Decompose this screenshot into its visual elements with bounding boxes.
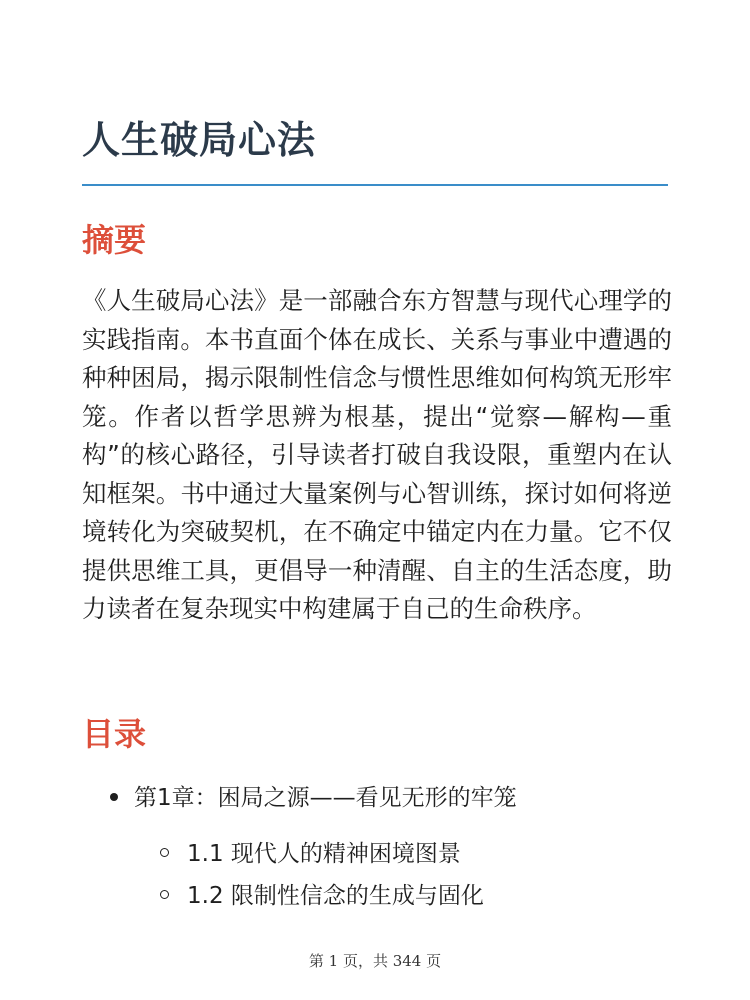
- page-number-footer: 第 1 页，共 344 页: [308, 952, 442, 970]
- toc-chapter-label: 第1章：困局之源——看见无形的牢笼: [134, 785, 517, 811]
- toc-chapter-item[interactable]: [110, 778, 517, 818]
- toc-section-item[interactable]: [160, 876, 484, 916]
- bullet-ring-icon: [160, 848, 169, 857]
- bullet-ring-icon: [160, 890, 169, 899]
- bullet-dot-icon: [110, 793, 118, 801]
- abstract-heading: 摘要: [82, 221, 147, 259]
- title-divider: [82, 184, 668, 186]
- abstract-body: 《人生破局心法》是一部融合东方智慧与现代心理学的实践指南。本书直面个体在成长、关系与事业中遭遇的种种困局，揭示限制性信念与惯性思维如何构筑无形牢笼。作者以哲学思辨为根基，提出“觉察—解构—重构”的核心路径，引导读者打破自我设限，重塑内在认知框架。书中通过大量案例与心智训练，探讨如何将逆境转化为突破契机，在不确定中锚定内在力量。它不仅提供思维工具，更倡导一种清醒、自主的生活态度，助力读者在复杂现实中构建属于自己的生命秩序。: [82, 286, 672, 623]
- toc-section-label: 1.2 限制性信念的生成与固化: [187, 883, 484, 909]
- toc-section-label: 1.1 现代人的精神困境图景: [187, 841, 461, 867]
- book-title: 人生破局心法: [82, 118, 317, 162]
- toc-section-item[interactable]: [160, 834, 461, 874]
- toc-heading: 目录: [82, 715, 147, 753]
